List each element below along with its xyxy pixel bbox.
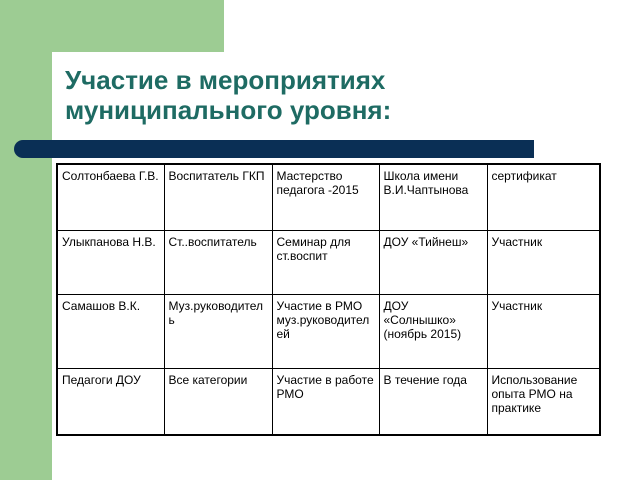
cell-result: Участник — [487, 294, 600, 368]
cell-venue: Школа имени В.И.Чаптынова — [379, 164, 487, 230]
title-line-2: муниципального уровня: — [65, 95, 392, 125]
cell-position: Все категории — [164, 369, 272, 435]
cell-name: Педагоги ДОУ — [57, 369, 164, 435]
table-row — [57, 369, 600, 435]
cell-result: Участник — [487, 230, 600, 294]
decor-title-bar — [14, 140, 534, 158]
title-line-1: Участие в мероприятиях — [65, 65, 386, 95]
cell-venue: ДОУ «Солнышко» (ноябрь 2015) — [379, 294, 487, 368]
cell-position: Муз.руководитель — [164, 294, 272, 368]
cell-venue: ДОУ «Тийнеш» — [379, 230, 487, 294]
cell-event: Участие в РМО муз.руководителей — [272, 294, 379, 368]
cell-position: Воспитатель ГКП — [164, 164, 272, 230]
table-row — [57, 164, 600, 230]
cell-position: Ст..воспитатель — [164, 230, 272, 294]
table-row — [57, 294, 600, 368]
cell-result: Использование опыта РМО на практике — [487, 369, 600, 435]
cell-name: Самашов В.К. — [57, 294, 164, 368]
cell-venue: В течение года — [379, 369, 487, 435]
cell-name: Улыкпанова Н.В. — [57, 230, 164, 294]
cell-name: Солтонбаева Г.В. — [57, 164, 164, 230]
cell-event: Мастерство педагога -2015 — [272, 164, 379, 230]
cell-event: Семинар для ст.воспит — [272, 230, 379, 294]
decor-green-block-top — [52, 0, 224, 52]
cell-event: Участие в работе РМО — [272, 369, 379, 435]
table-row — [57, 230, 600, 294]
events-table — [56, 163, 601, 436]
decor-green-strip — [0, 160, 52, 480]
cell-result: сертификат — [487, 164, 600, 230]
slide-title — [65, 65, 605, 125]
